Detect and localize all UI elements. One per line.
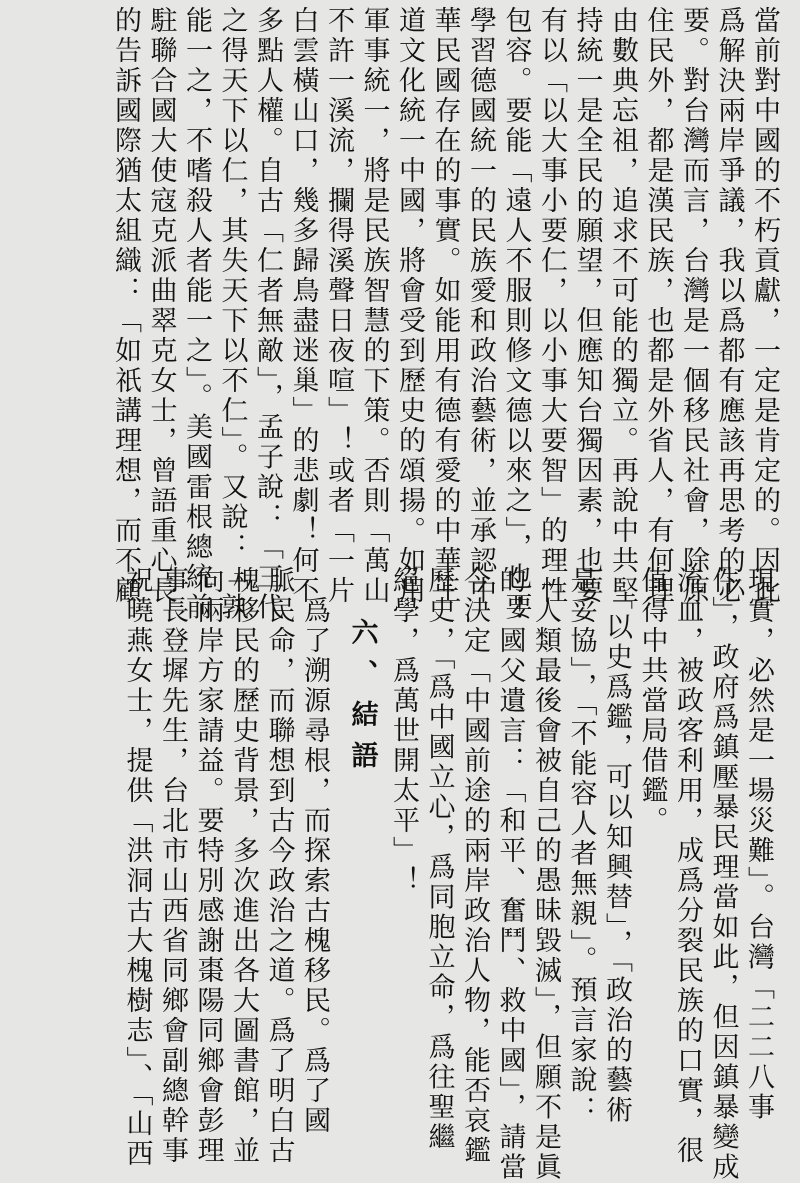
- text-column: 歷史，「爲中國立心，爲同胞立命，爲往聖繼: [423, 566, 455, 1153]
- text-column: 華民國存在的事實。如能用有德有愛的中華王: [429, 6, 461, 606]
- text-column: 道文化統一中國，將會受到歷史的頌揚。如用: [394, 6, 425, 606]
- text-column: 爲解決兩岸爭議，我以爲都有應該再思考的必: [713, 6, 745, 606]
- text-column: 軍事統一，將是民族智慧的下策。否則「萬山: [358, 6, 390, 606]
- text-column: 住民外，都是漢民族，也都是外省人，有何理: [642, 6, 674, 606]
- top-text-block: [108, 6, 783, 623]
- text-column: 流血，被政客利用，成爲分裂民族的口實，很: [672, 566, 703, 1166]
- text-column: 當前對中國的不朽貢獻，一定是肯定的。因此: [749, 6, 780, 606]
- text-column: 值得中共當局借鑑。: [636, 566, 668, 836]
- text-column: 是妥協」，「不能容人者無親」。預言家說：: [565, 566, 597, 1126]
- bottom-text-block: [119, 566, 776, 1183]
- text-column: 不許一溪流，攔得溪聲日夜喧」！或者「一片: [323, 6, 354, 606]
- text-column: 之得天下以仁，其失天下以不仁」。又說：「孰: [216, 6, 248, 623]
- text-column: 白雲橫山口，幾多歸鳥盡迷巢」的悲劇！何不: [287, 6, 319, 606]
- text-column: 多點人權。自古「仁者無敵」，孟子說：「三代: [252, 6, 283, 623]
- text-column: 持統一是全民的願望，但應知台獨因素，也要: [571, 6, 603, 606]
- text-column: 要。對台灣而言，台灣是一個移民社會，除原: [678, 6, 709, 606]
- text-column: 學習德國統一的民族愛和政治藝術，並承認中: [465, 6, 496, 606]
- text-column: 向兩岸方家請益。要特別感謝棗陽同鄉會彭理: [192, 566, 224, 1166]
- text-column: 由數典忘祖，追求不可能的獨立。再說中共堅: [607, 6, 638, 606]
- text-column: 爲了溯源尋根，而探索古槐移民。爲了國: [299, 566, 330, 1136]
- text-column: 祝曉燕女士，提供「洪洞古大槐樹志」、「山西: [121, 566, 153, 1169]
- text-column: 事長登墀先生，台北市山西省同鄉會副總幹事: [157, 566, 188, 1166]
- section-heading: 六、結語: [346, 618, 378, 782]
- text-column: 的！國父遺言：「和平、奮鬥、救中國」，請當: [494, 566, 526, 1183]
- text-column: 的告訴國際猶太組織：「如祇講理想，而不顧: [110, 6, 141, 606]
- text-column: 能一之，不嗜殺人者能一之」。美國雷根總統前: [181, 6, 212, 623]
- text-column: 絕學，爲萬世開太平」！: [388, 566, 419, 896]
- text-column: 今決定「中國前途的兩岸政治人物，能否哀鑑: [459, 566, 490, 1166]
- text-column: 駐聯合國大使寇克派曲翠克女士，曾語重心長: [145, 6, 177, 606]
- text-column: 現實，必然是一場災難」。台灣「二二八事: [743, 566, 774, 1123]
- text-column: 有以「以大事小要仁，以小事大要智」的理性: [536, 6, 567, 606]
- text-column: 「人類最後會被自己的愚昧毀滅」，但願不是眞: [530, 566, 561, 1183]
- text-column: 包容。要能「遠人不服則修文德以來之」，也要: [500, 6, 532, 623]
- text-column: 槐移民的歷史背景，多次進出各大圖書館，並: [228, 566, 259, 1166]
- text-column: 件」，政府爲鎮壓暴民理當如此，但因鎮暴變成: [707, 566, 739, 1183]
- text-column: 「以史爲鑑，可以知興替」，「政治的藝術: [601, 566, 632, 1126]
- text-column: 脈民命，而聯想到古今政治之道。爲了明白古: [263, 566, 295, 1166]
